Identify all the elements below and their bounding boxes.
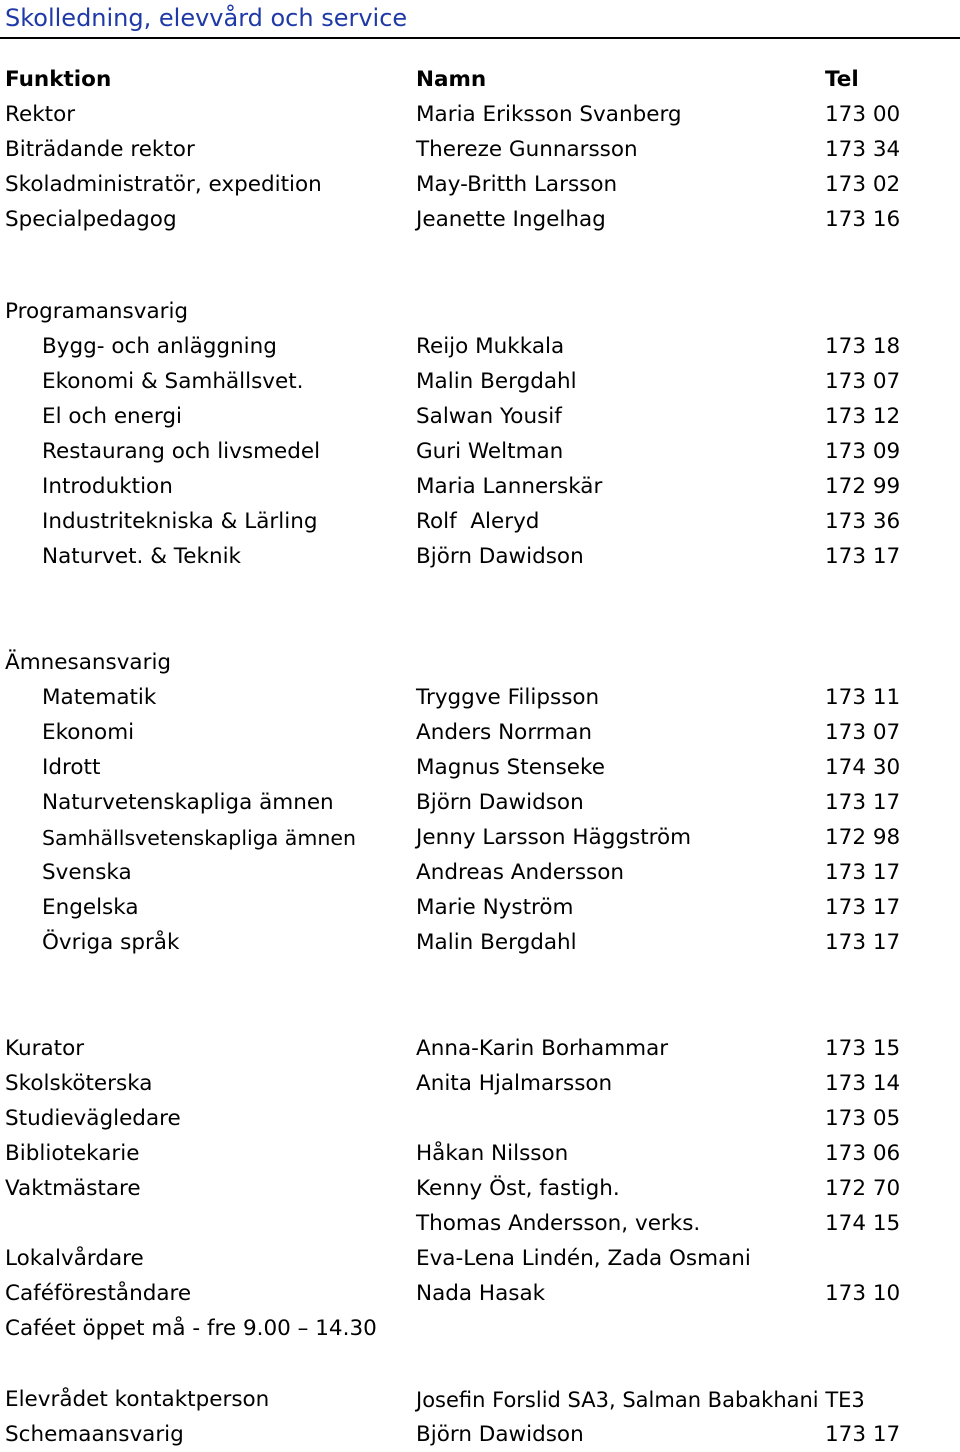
table-row <box>0 330 960 364</box>
table-row <box>0 168 960 202</box>
section-heading-amnesansvarig <box>0 646 960 680</box>
row-funktion: Övriga språk <box>42 930 180 955</box>
row-tel: 173 12 <box>825 404 901 429</box>
row-namn: Björn Dawidson <box>416 790 584 815</box>
row-namn: Anna-Karin Borhammar <box>416 1036 669 1061</box>
row-namn: Maria Eriksson Svanberg <box>416 102 682 127</box>
table-row <box>0 1207 960 1241</box>
row-tel: 173 14 <box>825 1071 901 1096</box>
table-row <box>0 856 960 890</box>
row-tel: 172 98 <box>825 825 901 850</box>
row-tel: 173 36 <box>825 509 901 534</box>
title-underline <box>0 37 960 39</box>
row-tel: 172 70 <box>825 1176 901 1201</box>
row-namn: Magnus Stenseke <box>416 755 605 780</box>
table-row <box>0 1418 960 1452</box>
table-row <box>0 203 960 237</box>
row-funktion: Idrott <box>42 755 101 780</box>
row-tel: 174 15 <box>825 1211 901 1236</box>
row-namn: Jenny Larsson Häggström <box>416 825 692 850</box>
table-row <box>0 1277 960 1311</box>
row-funktion: Matematik <box>42 685 157 710</box>
row-funktion: Vaktmästare <box>5 1176 141 1201</box>
row-funktion: Samhällsvetenskapliga ämnen <box>42 826 356 850</box>
row-tel: 173 15 <box>825 1036 901 1061</box>
table-row <box>0 435 960 469</box>
row-funktion: Skolsköterska <box>5 1071 153 1096</box>
table-row <box>0 926 960 960</box>
table-row <box>0 505 960 539</box>
row-funktion: Ekonomi & Samhällsvet. <box>42 369 304 394</box>
table-row <box>0 1102 960 1136</box>
row-funktion: Caféföreståndare <box>5 1281 192 1306</box>
table-row <box>0 1032 960 1066</box>
row-namn: Andreas Andersson <box>416 860 625 885</box>
table-row <box>0 400 960 434</box>
table-row <box>0 133 960 167</box>
row-tel: 173 34 <box>825 137 901 162</box>
row-namn: Marie Nyström <box>416 895 574 920</box>
row-funktion: Introduktion <box>42 474 173 499</box>
row-tel: 173 05 <box>825 1106 901 1131</box>
row-namn: Rolf Aleryd <box>416 509 540 534</box>
row-funktion: Restaurang och livsmedel <box>42 439 321 464</box>
row-namn: Jeanette Ingelhag <box>416 207 606 232</box>
table-row <box>0 681 960 715</box>
row-namn: Thomas Andersson, verks. <box>416 1211 701 1236</box>
row-tel: 173 00 <box>825 102 901 127</box>
table-row <box>0 365 960 399</box>
row-namn: Anita Hjalmarsson <box>416 1071 613 1096</box>
row-namn: Salwan Yousif <box>416 404 562 429</box>
row-funktion: Naturvetenskapliga ämnen <box>42 790 334 815</box>
row-funktion: Lokalvårdare <box>5 1246 144 1271</box>
cafe-hours-row <box>0 1312 960 1346</box>
table-row <box>0 1242 960 1276</box>
row-tel: 173 16 <box>825 207 901 232</box>
row-namn: Guri Weltman <box>416 439 564 464</box>
row-funktion: Skoladministratör, expedition <box>5 172 322 197</box>
row-tel: 173 17 <box>825 930 901 955</box>
table-row <box>0 1172 960 1206</box>
section-heading: Programansvarig <box>5 299 189 324</box>
row-namn: Malin Bergdahl <box>416 369 577 394</box>
row-funktion: Specialpedagog <box>5 207 177 232</box>
row-funktion: Biträdande rektor <box>5 137 195 162</box>
row-tel: 173 17 <box>825 1422 901 1447</box>
table-row <box>0 1137 960 1171</box>
row-tel: 173 07 <box>825 720 901 745</box>
row-tel: 172 99 <box>825 474 901 499</box>
header-tel: Tel <box>825 67 859 92</box>
row-funktion: Svenska <box>42 860 132 885</box>
row-namn: Nada Hasak <box>416 1281 546 1306</box>
row-tel: 173 17 <box>825 544 901 569</box>
row-namn: Björn Dawidson <box>416 1422 584 1447</box>
row-funktion: Bygg- och anläggning <box>42 334 277 359</box>
table-row <box>0 470 960 504</box>
row-funktion: Engelska <box>42 895 139 920</box>
row-namn: Håkan Nilsson <box>416 1141 569 1166</box>
row-tel: 173 10 <box>825 1281 901 1306</box>
row-tel: 174 30 <box>825 755 901 780</box>
row-namn: Maria Lannerskär <box>416 474 603 499</box>
row-tel: 173 02 <box>825 172 901 197</box>
row-funktion: Bibliotekarie <box>5 1141 140 1166</box>
row-namn: Anders Norrman <box>416 720 592 745</box>
row-funktion: Industritekniska & Lärling <box>42 509 318 534</box>
page-title: Skolledning, elevvård och service <box>5 4 408 32</box>
row-namn: May-Britth Larsson <box>416 172 618 197</box>
row-tel: 173 18 <box>825 334 901 359</box>
table-row <box>0 891 960 925</box>
row-funktion: Studievägledare <box>5 1106 181 1131</box>
table-row <box>0 751 960 785</box>
table-row <box>0 716 960 750</box>
table-row <box>0 1067 960 1101</box>
row-funktion: Kurator <box>5 1036 85 1061</box>
table-row <box>0 1383 960 1417</box>
row-funktion: Elevrådet kontaktperson <box>5 1387 270 1412</box>
row-namn: Thereze Gunnarsson <box>416 137 638 162</box>
table-header-row <box>0 63 960 97</box>
row-funktion: El och energi <box>42 404 182 429</box>
row-namn: Kenny Öst, fastigh. <box>416 1176 620 1201</box>
row-tel: 173 09 <box>825 439 901 464</box>
table-row <box>0 786 960 820</box>
row-namn: Josefin Forslid SA3, Salman Babakhani TE3 <box>416 1388 865 1412</box>
section-heading: Ämnesansvarig <box>5 650 172 675</box>
row-funktion: Ekonomi <box>42 720 135 745</box>
row-tel: 173 17 <box>825 790 901 815</box>
section-heading-programansvarig <box>0 295 960 329</box>
row-namn: Tryggve Filipsson <box>416 685 600 710</box>
row-tel: 173 17 <box>825 860 901 885</box>
row-namn: Reijo Mukkala <box>416 334 565 359</box>
row-tel: 173 06 <box>825 1141 901 1166</box>
row-funktion: Schemaansvarig <box>5 1422 184 1447</box>
row-namn: Björn Dawidson <box>416 544 584 569</box>
table-row <box>0 98 960 132</box>
table-row <box>0 821 960 855</box>
table-row <box>0 540 960 574</box>
header-namn: Namn <box>416 67 487 92</box>
row-namn: Eva-Lena Lindén, Zada Osmani <box>416 1246 751 1271</box>
row-namn: Malin Bergdahl <box>416 930 577 955</box>
row-funktion: Rektor <box>5 102 76 127</box>
row-funktion: Naturvet. & Teknik <box>42 544 242 569</box>
cafe-hours: Caféet öppet må - fre 9.00 – 14.30 <box>5 1316 377 1341</box>
row-tel: 173 07 <box>825 369 901 394</box>
row-tel: 173 17 <box>825 895 901 920</box>
header-funktion: Funktion <box>5 67 112 92</box>
row-tel: 173 11 <box>825 685 901 710</box>
